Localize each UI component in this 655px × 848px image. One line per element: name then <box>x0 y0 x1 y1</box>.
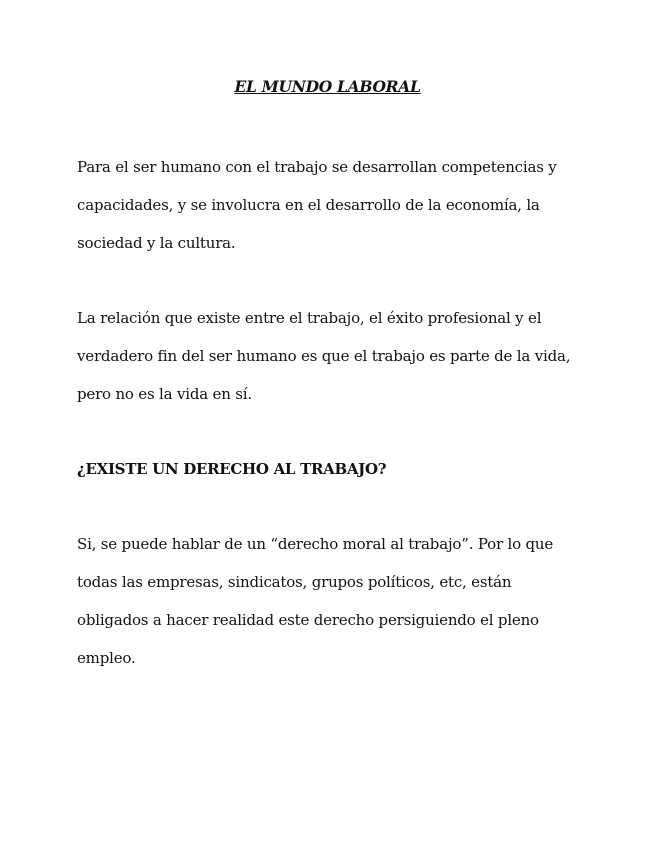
text-line: todas las empresas, sindicatos, grupos políticos, etc, están <box>77 573 512 591</box>
text-line: Para el ser humano con el trabajo se desarrollan competencias y <box>77 158 557 176</box>
text-line: Si, se puede hablar de un “derecho moral al trabajo”. Por lo que <box>77 535 554 553</box>
text-line: sociedad y la cultura. <box>77 234 236 252</box>
document-title: EL MUNDO LABORAL <box>234 77 421 96</box>
text-line: capacidades, y se involucra en el desarrollo de la economía, la <box>77 196 540 214</box>
text-line: La relación que existe entre el trabajo, el éxito profesional y el <box>77 309 542 327</box>
section-heading: ¿EXISTE UN DERECHO AL TRABAJO? <box>77 460 387 478</box>
text-line: empleo. <box>77 649 136 667</box>
paragraph-relation <box>77 299 577 413</box>
paragraph-intro <box>77 148 577 262</box>
paragraph-right-to-work <box>77 525 577 677</box>
text-line: pero no es la vida en sí. <box>77 385 252 403</box>
text-line: obligados a hacer realidad este derecho persiguiendo el pleno <box>77 611 539 629</box>
text-line: verdadero fin del ser humano es que el trabajo es parte de la vida, <box>77 347 571 365</box>
